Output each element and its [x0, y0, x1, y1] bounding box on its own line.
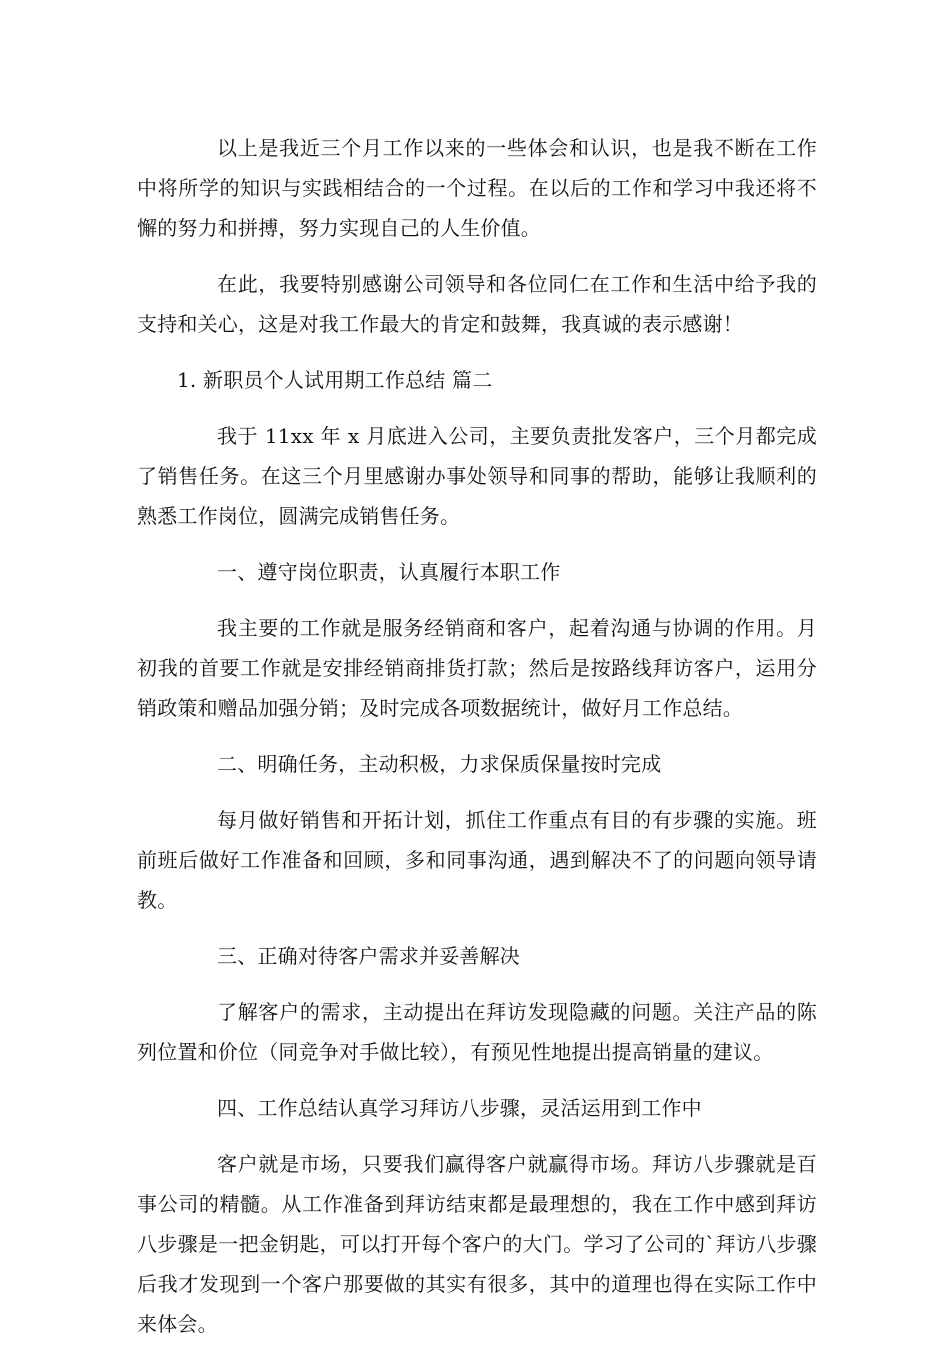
paragraph: 在此，我要特别感谢公司领导和各位同仁在工作和生活中给予我的支持和关心，这是对我工作最大的肯定和鼓舞，我真诚的表示感谢！: [137, 272, 817, 336]
document-body: [137, 128, 817, 1360]
paragraph: 我主要的工作就是服务经销商和客户，起着沟通与协调的作用。月初我的首要工作就是安排经销商排货打款；然后是按路线拜访客户，运用分销政策和赠品加强分销；及时完成各项数据统计，做好月工作总结。: [137, 616, 817, 720]
section-heading: 二、明确任务，主动积极，力求保质保量按时完成: [217, 752, 662, 776]
paragraph: 了解客户的需求，主动提出在拜访发现隐藏的问题。关注产品的陈列位置和价位（同竞争对手做比较），有预见性地提出提高销量的建议。: [137, 1000, 817, 1064]
section-title: 1. 新职员个人试用期工作总结 篇二: [177, 368, 493, 392]
paragraph: 客户就是市场，只要我们赢得客户就赢得市场。拜访八步骤就是百事公司的精髓。从工作准备到拜访结束都是最理想的，我在工作中感到拜访八步骤是一把金钥匙，可以打开每个客户的大门。学习了公司的`拜访八步骤后我才发现到一个客户那要做的其实有很多，其中的道理也得在实际工作中来体会。: [137, 1152, 817, 1336]
section-heading: 四、工作总结认真学习拜访八步骤，灵活运用到工作中: [217, 1096, 702, 1120]
section-heading: 三、正确对待客户需求并妥善解决: [217, 944, 520, 968]
paragraph: 每月做好销售和开拓计划，抓住工作重点有目的有步骤的实施。班前班后做好工作准备和回顾，多和同事沟通，遇到解决不了的问题向领导请教。: [137, 808, 817, 912]
section-heading: 一、遵守岗位职责，认真履行本职工作: [217, 560, 561, 584]
paragraph: 以上是我近三个月工作以来的一些体会和认识，也是我不断在工作中将所学的知识与实践相结合的一个过程。在以后的工作和学习中我还将不懈的努力和拼搏，努力实现自己的人生价值。: [137, 136, 817, 240]
paragraph: 我于 11xx 年 x 月底进入公司，主要负责批发客户，三个月都完成了销售任务。在这三个月里感谢办事处领导和同事的帮助，能够让我顺利的熟悉工作岗位，圆满完成销售任务。: [137, 424, 817, 528]
